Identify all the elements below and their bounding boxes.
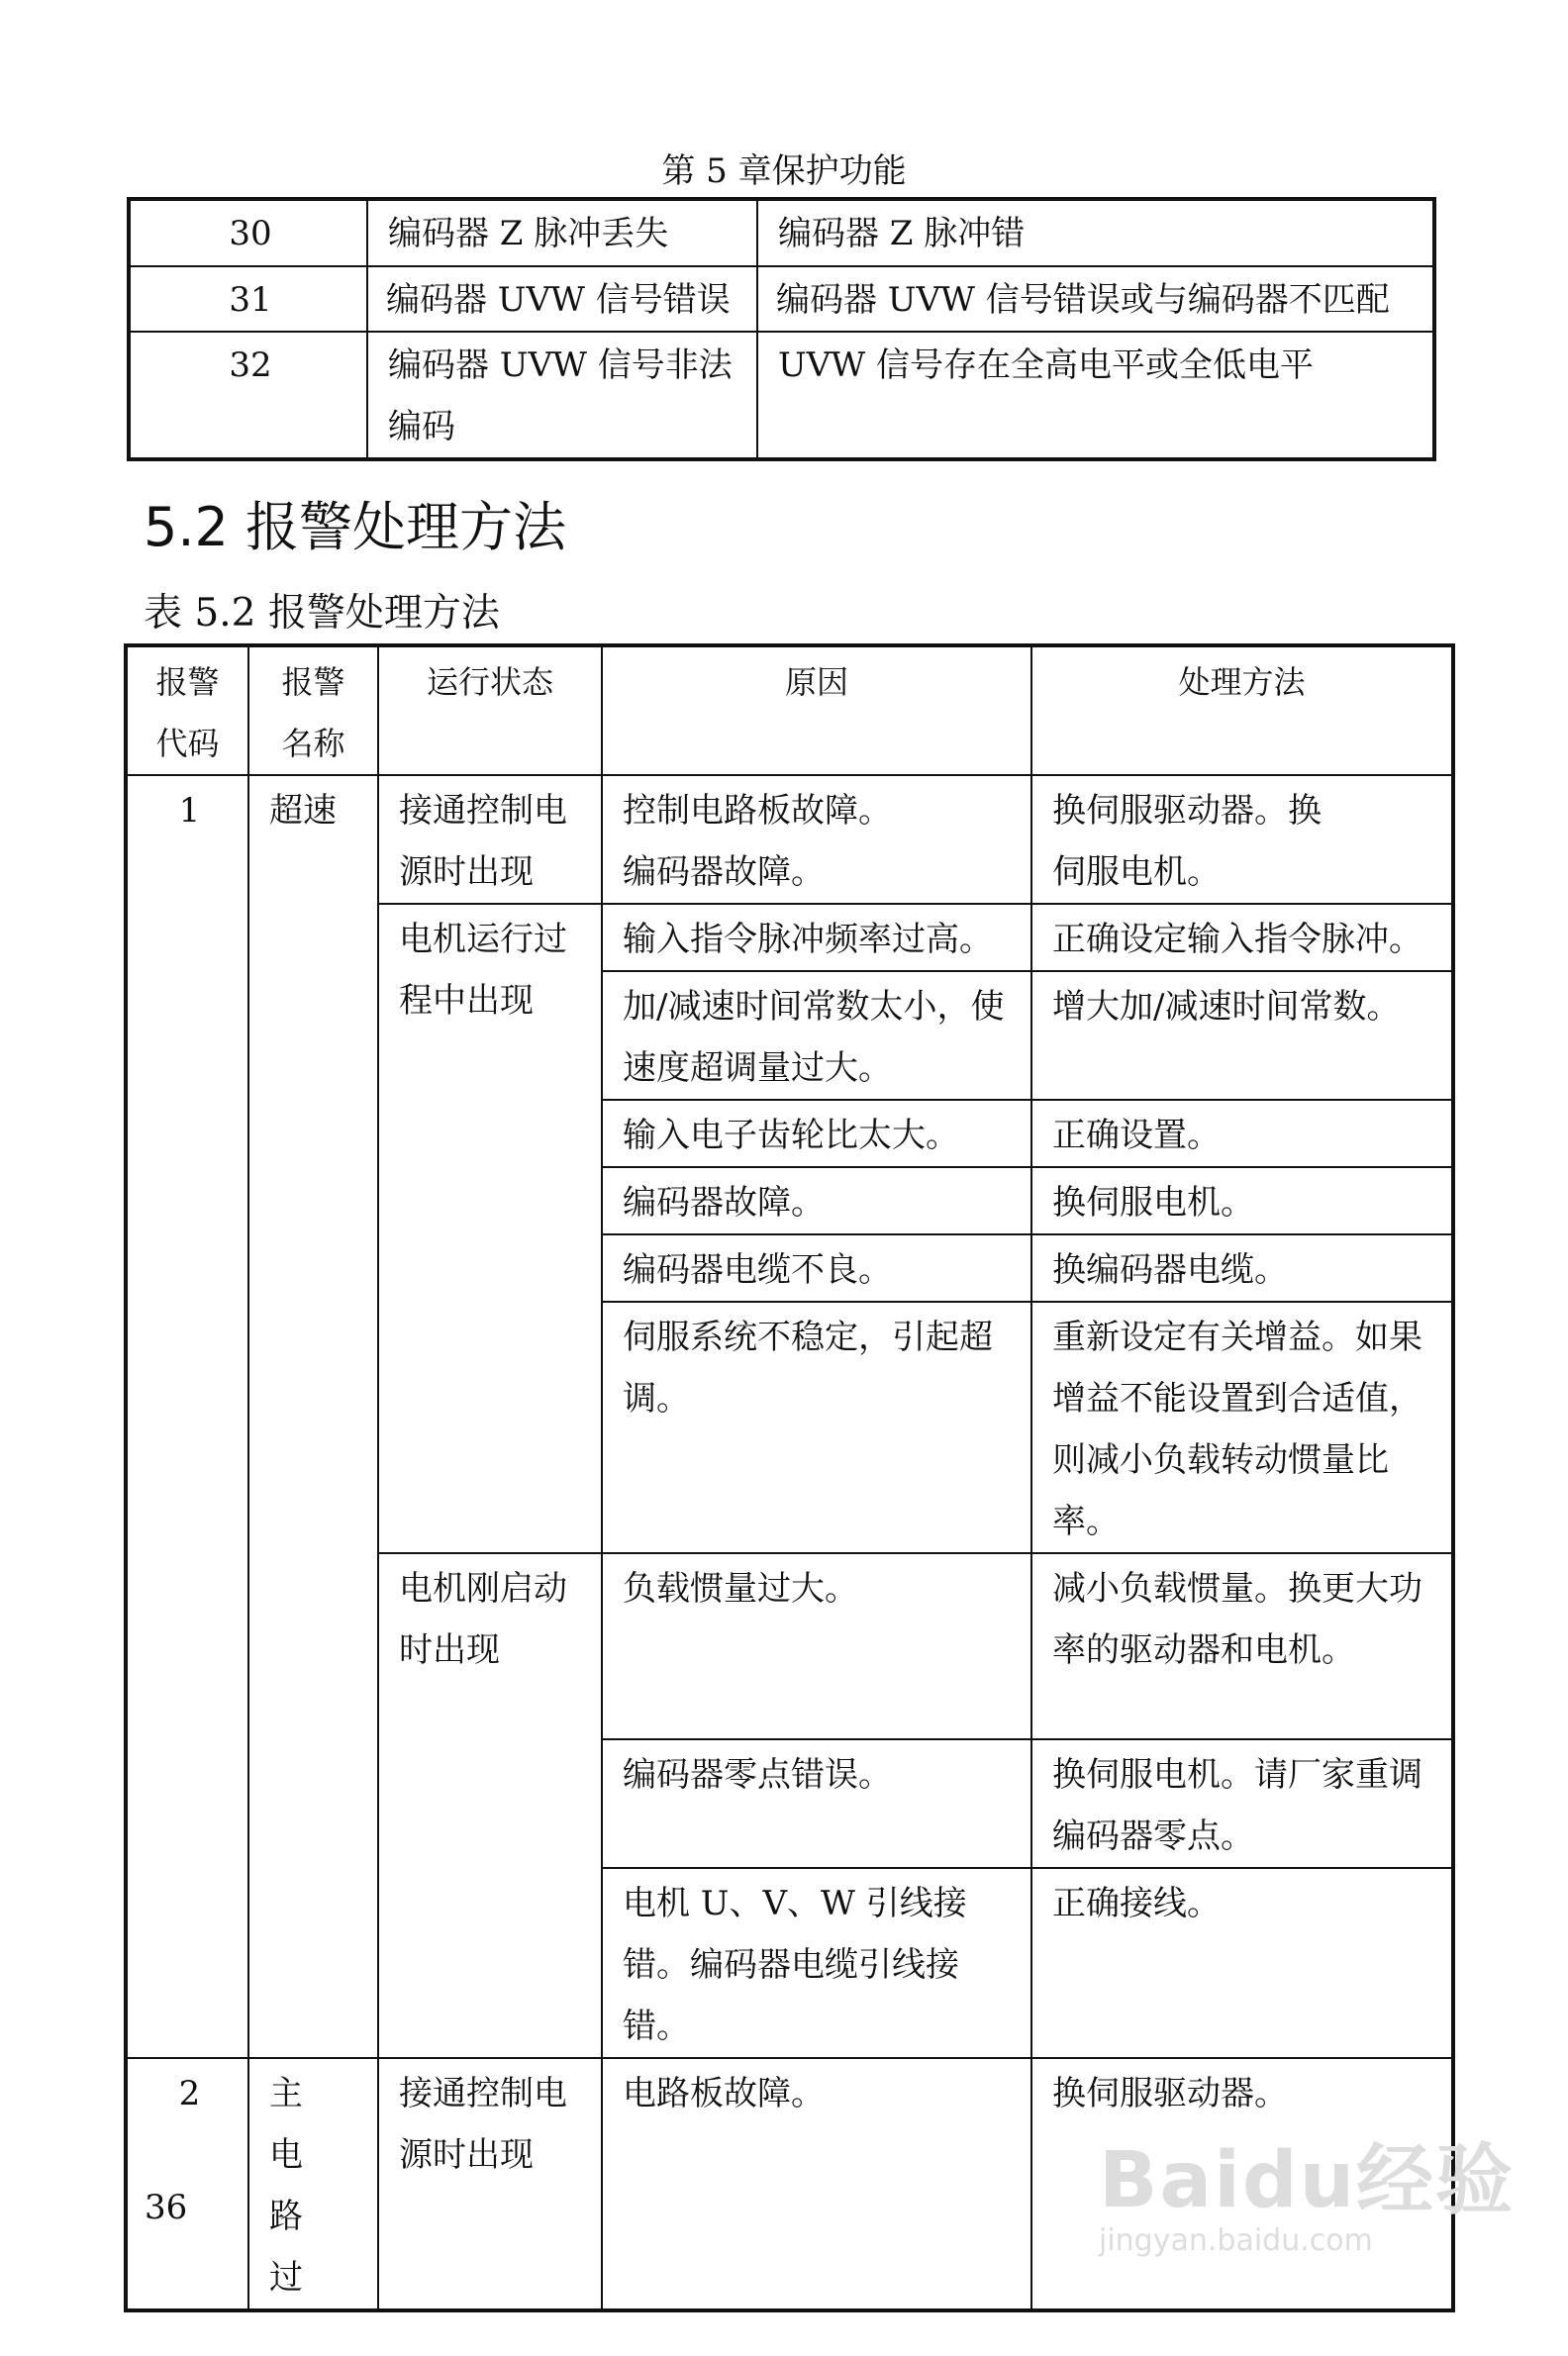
alarm-description: 编码器 UVW 信号错误或与编码器不匹配 [757,266,1434,332]
cause: 编码器电缆不良。 [602,1234,1031,1302]
table-row [129,332,1434,459]
watermark-url: jingyan.baidu.com [1099,2223,1373,2258]
handling: 减小负载惯量。换更大功率的驱动器和电机。 [1031,1553,1453,1739]
cause: 输入电子齿轮比太大。 [602,1100,1031,1167]
alarm-handling-table [124,643,1455,2312]
alarm-code: 32 [129,332,367,459]
handling: 换伺服驱动器。换伺服电机。 [1031,775,1453,904]
cause: 电路板故障。 [602,2058,1031,2310]
alarm-name: 主电路过 [248,2058,378,2310]
table-caption: 表 5.2 报警处理方法 [144,591,500,636]
cause: 编码器零点错误。 [602,1739,1031,1868]
cause: 输入指令脉冲频率过高。 [602,904,1031,971]
alarm-name: 编码器 UVW 信号错误 [367,266,757,332]
header-handling: 处理方法 [1031,645,1453,775]
cause: 电机 U、V、W 引线接错。编码器电缆引线接错。 [602,1868,1031,2058]
alarm-name: 编码器 UVW 信号非法编码 [367,332,757,459]
table-row [126,775,1453,904]
handling: 增大加/减速时间常数。 [1031,971,1453,1100]
handling: 正确接线。 [1031,1868,1453,2058]
handling: 换伺服电机。请厂家重调编码器零点。 [1031,1739,1453,1868]
header-run-state: 运行状态 [378,645,602,775]
handling: 正确设置。 [1031,1100,1453,1167]
alarm-description: 编码器 Z 脉冲错 [757,199,1434,266]
previous-alarm-table [127,197,1436,461]
alarm-name: 超速 [248,775,378,2058]
alarm-code: 30 [129,199,367,266]
handling: 重新设定有关增益。如果增益不能设置到合适值，则减小负载转动惯量比率。 [1031,1302,1453,1553]
run-state: 电机运行过程中出现 [378,904,602,1553]
header-cause: 原因 [602,645,1031,775]
alarm-name: 编码器 Z 脉冲丢失 [367,199,757,266]
header-alarm-name: 报警名称 [248,645,378,775]
page-number: 36 [145,2188,188,2227]
cause: 控制电路板故障。编码器故障。 [602,775,1031,904]
alarm-code: 31 [129,266,367,332]
alarm-code: 1 [126,775,248,2058]
cause: 编码器故障。 [602,1167,1031,1234]
run-state: 接通控制电源时出现 [378,2058,602,2310]
header-alarm-code: 报警代码 [126,645,248,775]
baidu-watermark [1099,2118,1515,2258]
table-row [129,266,1434,332]
table-row [129,199,1434,266]
chapter-header: 第 5 章保护功能 [661,151,907,191]
handling: 正确设定输入指令脉冲。 [1031,904,1453,971]
run-state: 接通控制电源时出现 [378,775,602,904]
cause: 负载惯量过大。 [602,1553,1031,1739]
alarm-description: UVW 信号存在全高电平或全低电平 [757,332,1434,459]
table-header-row [126,645,1453,775]
cause: 伺服系统不稳定，引起超调。 [602,1302,1031,1553]
handling: 换伺服电机。 [1031,1167,1453,1234]
handling: 换编码器电缆。 [1031,1234,1453,1302]
cause: 加/减速时间常数太小，使速度超调量过大。 [602,971,1031,1100]
watermark-brand: Baidu经验 [1099,2136,1516,2225]
handling: 换伺服驱动器。 [1031,2058,1453,2310]
alarm-code: 2 [126,2058,248,2310]
run-state: 电机刚启动时出现 [378,1553,602,2058]
section-heading: 5.2 报警处理方法 [144,496,567,558]
